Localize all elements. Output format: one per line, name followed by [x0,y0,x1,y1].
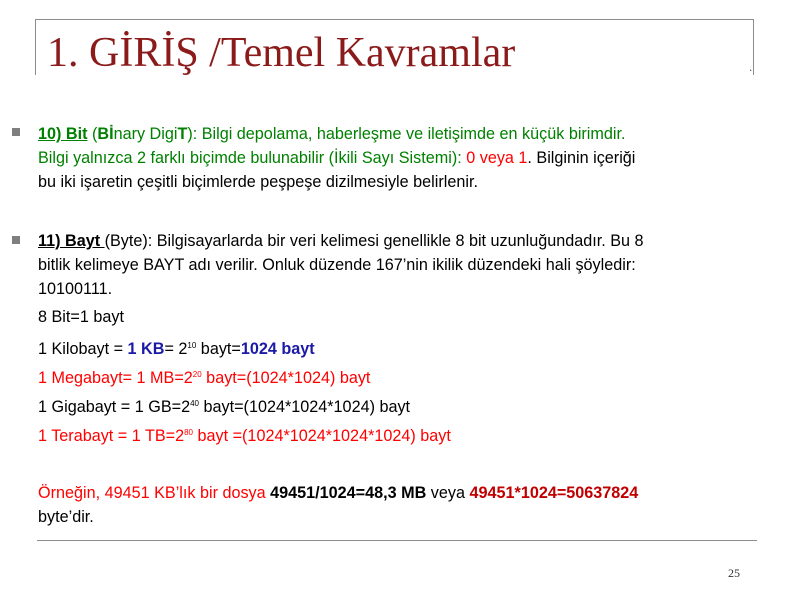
example-pre: Örneğin, 49451 KB’lık bir dosya [38,484,271,502]
mb-post: bayt=(1024*1024) bayt [201,369,371,387]
kb-eq: = 2 [164,340,188,358]
bullet-square-icon [12,236,20,244]
byte-line-2: bitlik kelimeye BAYT adı verilir. Onluk düzende 167’nin ikilik düzendeki hali şöyledir: [38,256,636,274]
example-line-1 [38,481,793,505]
gb-pre: 1 Gigabayt = 1 GB=2 [38,398,191,416]
example-byte-calc: 49451*1024=50637824 [469,484,639,502]
bit-b1: Bİ [97,125,114,143]
unit-megabayt [38,363,370,390]
bit-paragraph [38,122,793,194]
gb-exp: 40 [190,399,199,408]
tb-post: bayt =(1024*1024*1024*1024) bayt [193,427,451,445]
title-frame-top [35,19,754,20]
kb-result: 1024 bayt [240,340,315,358]
kb-pre: 1 Kilobayt = [38,340,128,358]
byte-line-3: 10100111. [38,280,113,298]
title-dot: . [749,60,753,74]
bit-paren-open: ( [87,125,98,143]
bit-line2-text: Bilgi yalnızca 2 farklı biçimde bulunabilir (İkili Sayı Sistemi): [38,149,467,167]
byte-line1-rest: (Byte): Bilgisayarlarda bir veri kelimesi genellikle 8 bit uzunluğundadır. Bu 8 [104,232,644,250]
unit-terabayt [38,421,451,448]
bit-line2-end: . Bilginin içeriği [527,149,636,167]
bit-number: 10) Bit [38,125,88,143]
title-frame-left [35,19,36,75]
bit-values: 0 veya 1 [466,149,528,167]
kb-bold: 1 KB [127,340,165,358]
unit-gigabayt [38,392,410,419]
example-paragraph [38,481,793,529]
bit-paren-close: ): [187,125,198,143]
mb-pre: 1 Megabayt= 1 MB=2 [38,369,193,387]
gb-post: bayt=(1024*1024*1024) bayt [199,398,411,416]
bit-line-3: bu iki işaretin çeşitli biçimlerde peşpeşe dizilmesiyle belirlenir. [38,173,478,191]
byte-number: 11) Bayt [38,232,105,250]
page-number: 25 [728,566,740,580]
unit-kilobayt [38,334,315,361]
bit-line-1 [38,122,793,146]
mb-exp: 20 [192,370,202,379]
bit-nary: nary Digi [113,125,178,143]
bit-t: T [177,125,188,143]
tb-exp: 80 [184,428,193,437]
tb-pre: 1 Terabayt = 1 TB=2 [38,427,185,445]
bottom-divider [37,540,757,541]
byte-paragraph [38,229,793,301]
kb-exp: 10 [187,341,197,350]
title-frame-right [753,19,754,75]
example-veya: veya [426,484,470,502]
bit-definition: Bilgi depolama, haberleşme ve iletişimde en küçük birimdir. [197,125,626,143]
bullet-square-icon [12,128,20,136]
slide-title: 1. GİRİŞ /Temel Kavramlar [47,30,516,76]
kb-post: bayt= [196,340,241,358]
unit-bit-bayt: 8 Bit=1 bayt [38,308,124,326]
example-mb-calc: 49451/1024=48,3 MB [270,484,427,502]
example-line-2: byte’dir. [38,508,94,526]
byte-line-1 [38,229,793,253]
bit-line-2 [38,146,793,170]
